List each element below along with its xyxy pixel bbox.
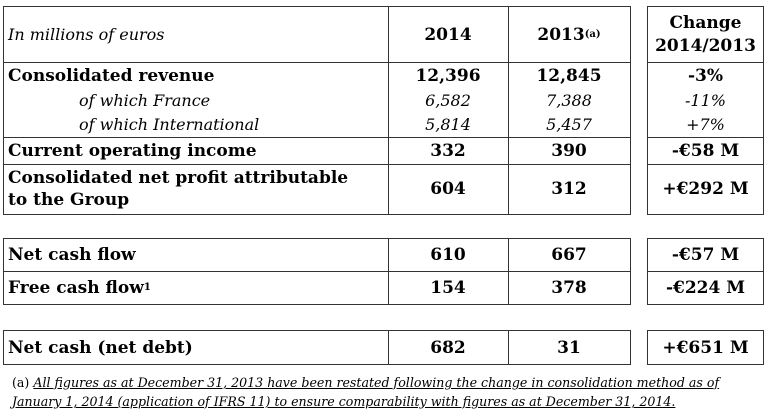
value-2013: 12,845 (536, 66, 602, 86)
value-2014: 682 (430, 337, 466, 358)
row-label-net-cash: Net cash (net debt) (8, 337, 193, 358)
value-2013: 5,457 (546, 114, 592, 134)
footnote-marker: (a) (12, 375, 30, 390)
row-label-net-cash-flow: Net cash flow (8, 245, 136, 265)
cash-flow-table (3, 238, 631, 305)
change-header-line1: Change (669, 13, 742, 33)
column-header-2013: 2013 (a) (537, 24, 601, 45)
change-net-cash-flow: -€57 M (671, 245, 740, 265)
main-table-body (3, 62, 631, 215)
main-table-header (3, 6, 631, 63)
value-2014: 332 (430, 141, 466, 161)
footnote (12, 373, 764, 411)
row-label-consolidated-revenue: Consolidated revenue (8, 66, 215, 86)
change-header (647, 6, 764, 63)
column-header-2014: 2014 (424, 24, 472, 45)
value-2014: 5,814 (425, 114, 471, 134)
unit-label: In millions of euros (8, 25, 165, 44)
net-cash-table (3, 330, 631, 365)
change-international: +7% (686, 114, 725, 134)
change-net-profit: +€292 M (662, 179, 749, 199)
row-label-free-cash-flow: Free cash flow 1 (8, 278, 151, 298)
value-2013: 390 (551, 141, 587, 161)
row-label-france: of which France (79, 90, 211, 110)
value-2013: 667 (551, 245, 587, 265)
change-operating-income: -€58 M (671, 141, 740, 161)
value-2014: 12,396 (415, 66, 481, 86)
value-2014: 610 (430, 245, 466, 265)
value-2013: 378 (551, 278, 587, 298)
value-2013: 7,388 (546, 90, 592, 110)
value-2013: 31 (557, 337, 581, 358)
cash-flow-change (647, 238, 764, 305)
row-label-operating-income: Current operating income (8, 141, 257, 161)
change-free-cash-flow: -€224 M (665, 278, 746, 298)
footnote-text: All figures as at December 31, 2013 have been restated following the change in consolidation method as of January 1, 2014 (application of IFRS 11) to ensure comparability with figures as at December 31, 2014. (12, 375, 720, 409)
row-label-net-profit-line2: to the Group (8, 190, 130, 210)
value-2014: 154 (430, 278, 466, 298)
change-france: -11% (685, 90, 726, 110)
change-body (647, 62, 764, 215)
row-label-international: of which International (79, 114, 260, 134)
change-consolidated-revenue: -3% (687, 66, 724, 86)
change-net-cash: +€651 M (662, 337, 749, 358)
value-2014: 6,582 (425, 90, 471, 110)
row-label-net-profit-line1: Consolidated net profit attributable (8, 168, 349, 188)
net-cash-change (647, 330, 764, 365)
change-header-line2: 2014/2013 (655, 36, 756, 56)
value-2014: 604 (430, 179, 466, 199)
value-2013: 312 (551, 179, 587, 199)
